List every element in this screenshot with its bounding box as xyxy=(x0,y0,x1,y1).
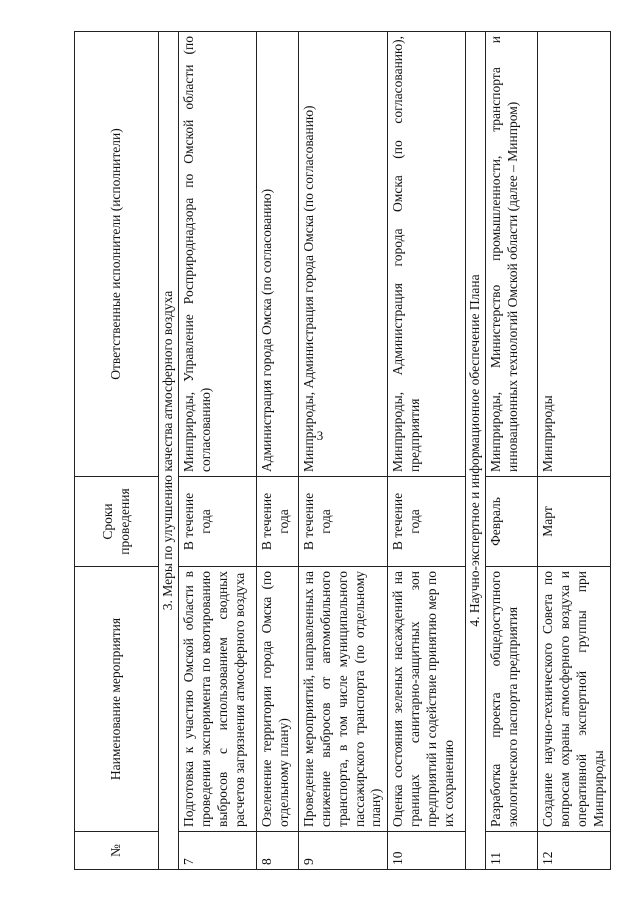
row-term: Февраль xyxy=(486,477,538,567)
row-resp: Минприроды, Администрация города Омска (по согласованию) xyxy=(298,32,387,477)
row-term: В течение года xyxy=(388,477,466,567)
section-title: 4. Научно-экспертное и информационное обеспечение Плана xyxy=(466,32,486,870)
page-number: 3 xyxy=(316,428,324,443)
row-term: Март xyxy=(538,477,611,567)
row-name: Разработка проекта общедоступного экологического паспорта предприятия xyxy=(486,567,538,832)
header-resp: Ответственные исполнители (исполнители) xyxy=(75,32,159,477)
row-num: 7 xyxy=(178,832,256,870)
row-resp: Минприроды, Управление Росприроднадзора по Омской области (по согласованию) xyxy=(178,32,256,477)
row-term: В течение года xyxy=(298,477,387,567)
row-term: В течение года xyxy=(256,477,298,567)
section-title: 3. Меры по улучшению качества атмосферного воздуха xyxy=(159,32,179,870)
table-row xyxy=(538,32,611,870)
row-resp: Минприроды, Администрация города Омска (по согласованию), предприятия xyxy=(388,32,466,477)
row-term: В течение года xyxy=(178,477,256,567)
row-num: 12 xyxy=(538,832,611,870)
row-resp: Администрация города Омска (по согласованию) xyxy=(256,32,298,477)
row-num: 10 xyxy=(388,832,466,870)
table-row xyxy=(388,32,466,870)
rotated-table-page xyxy=(74,32,606,870)
row-resp: Минприроды, Министерство промышленности, транспорта и инновационных технологий Омской области (далее – Минпром) xyxy=(486,32,538,477)
row-num: 11 xyxy=(486,832,538,870)
row-name: Проведение мероприятий, направленных на снижение выбросов от автомобильного транспорта, в том числе муниципального пассажирского транспорта (по отдельному плану) xyxy=(298,567,387,832)
table-row xyxy=(178,32,256,870)
row-num: 8 xyxy=(256,832,298,870)
row-num: 9 xyxy=(298,832,387,870)
header-term: Сроки проведения xyxy=(75,477,159,567)
plan-table xyxy=(74,31,611,870)
header-name: Наименование мероприятия xyxy=(75,567,159,832)
header-num: № xyxy=(75,832,159,870)
row-name: Оценка состояния зеленых насаждений на границах санитарно-защитных зон предприятий и содействие принятию мер по их сохранению xyxy=(388,567,466,832)
header-row xyxy=(75,32,159,870)
row-name: Создание научно-технического Совета по вопросам охраны атмосферного воздуха и оперативной экспертной группы при Минприроды xyxy=(538,567,611,832)
table-row xyxy=(486,32,538,870)
row-resp: Минприроды xyxy=(538,32,611,477)
section-row xyxy=(159,32,179,870)
row-name: Озеленение территории города Омска (по отдельному плану) xyxy=(256,567,298,832)
section-row xyxy=(466,32,486,870)
row-name: Подготовка к участию Омской области в проведении эксперимента по квотированию выбросов с использованием сводных расчетов загрязнения атмосферного воздуха xyxy=(178,567,256,832)
table-row xyxy=(256,32,298,870)
table-row xyxy=(298,32,387,870)
